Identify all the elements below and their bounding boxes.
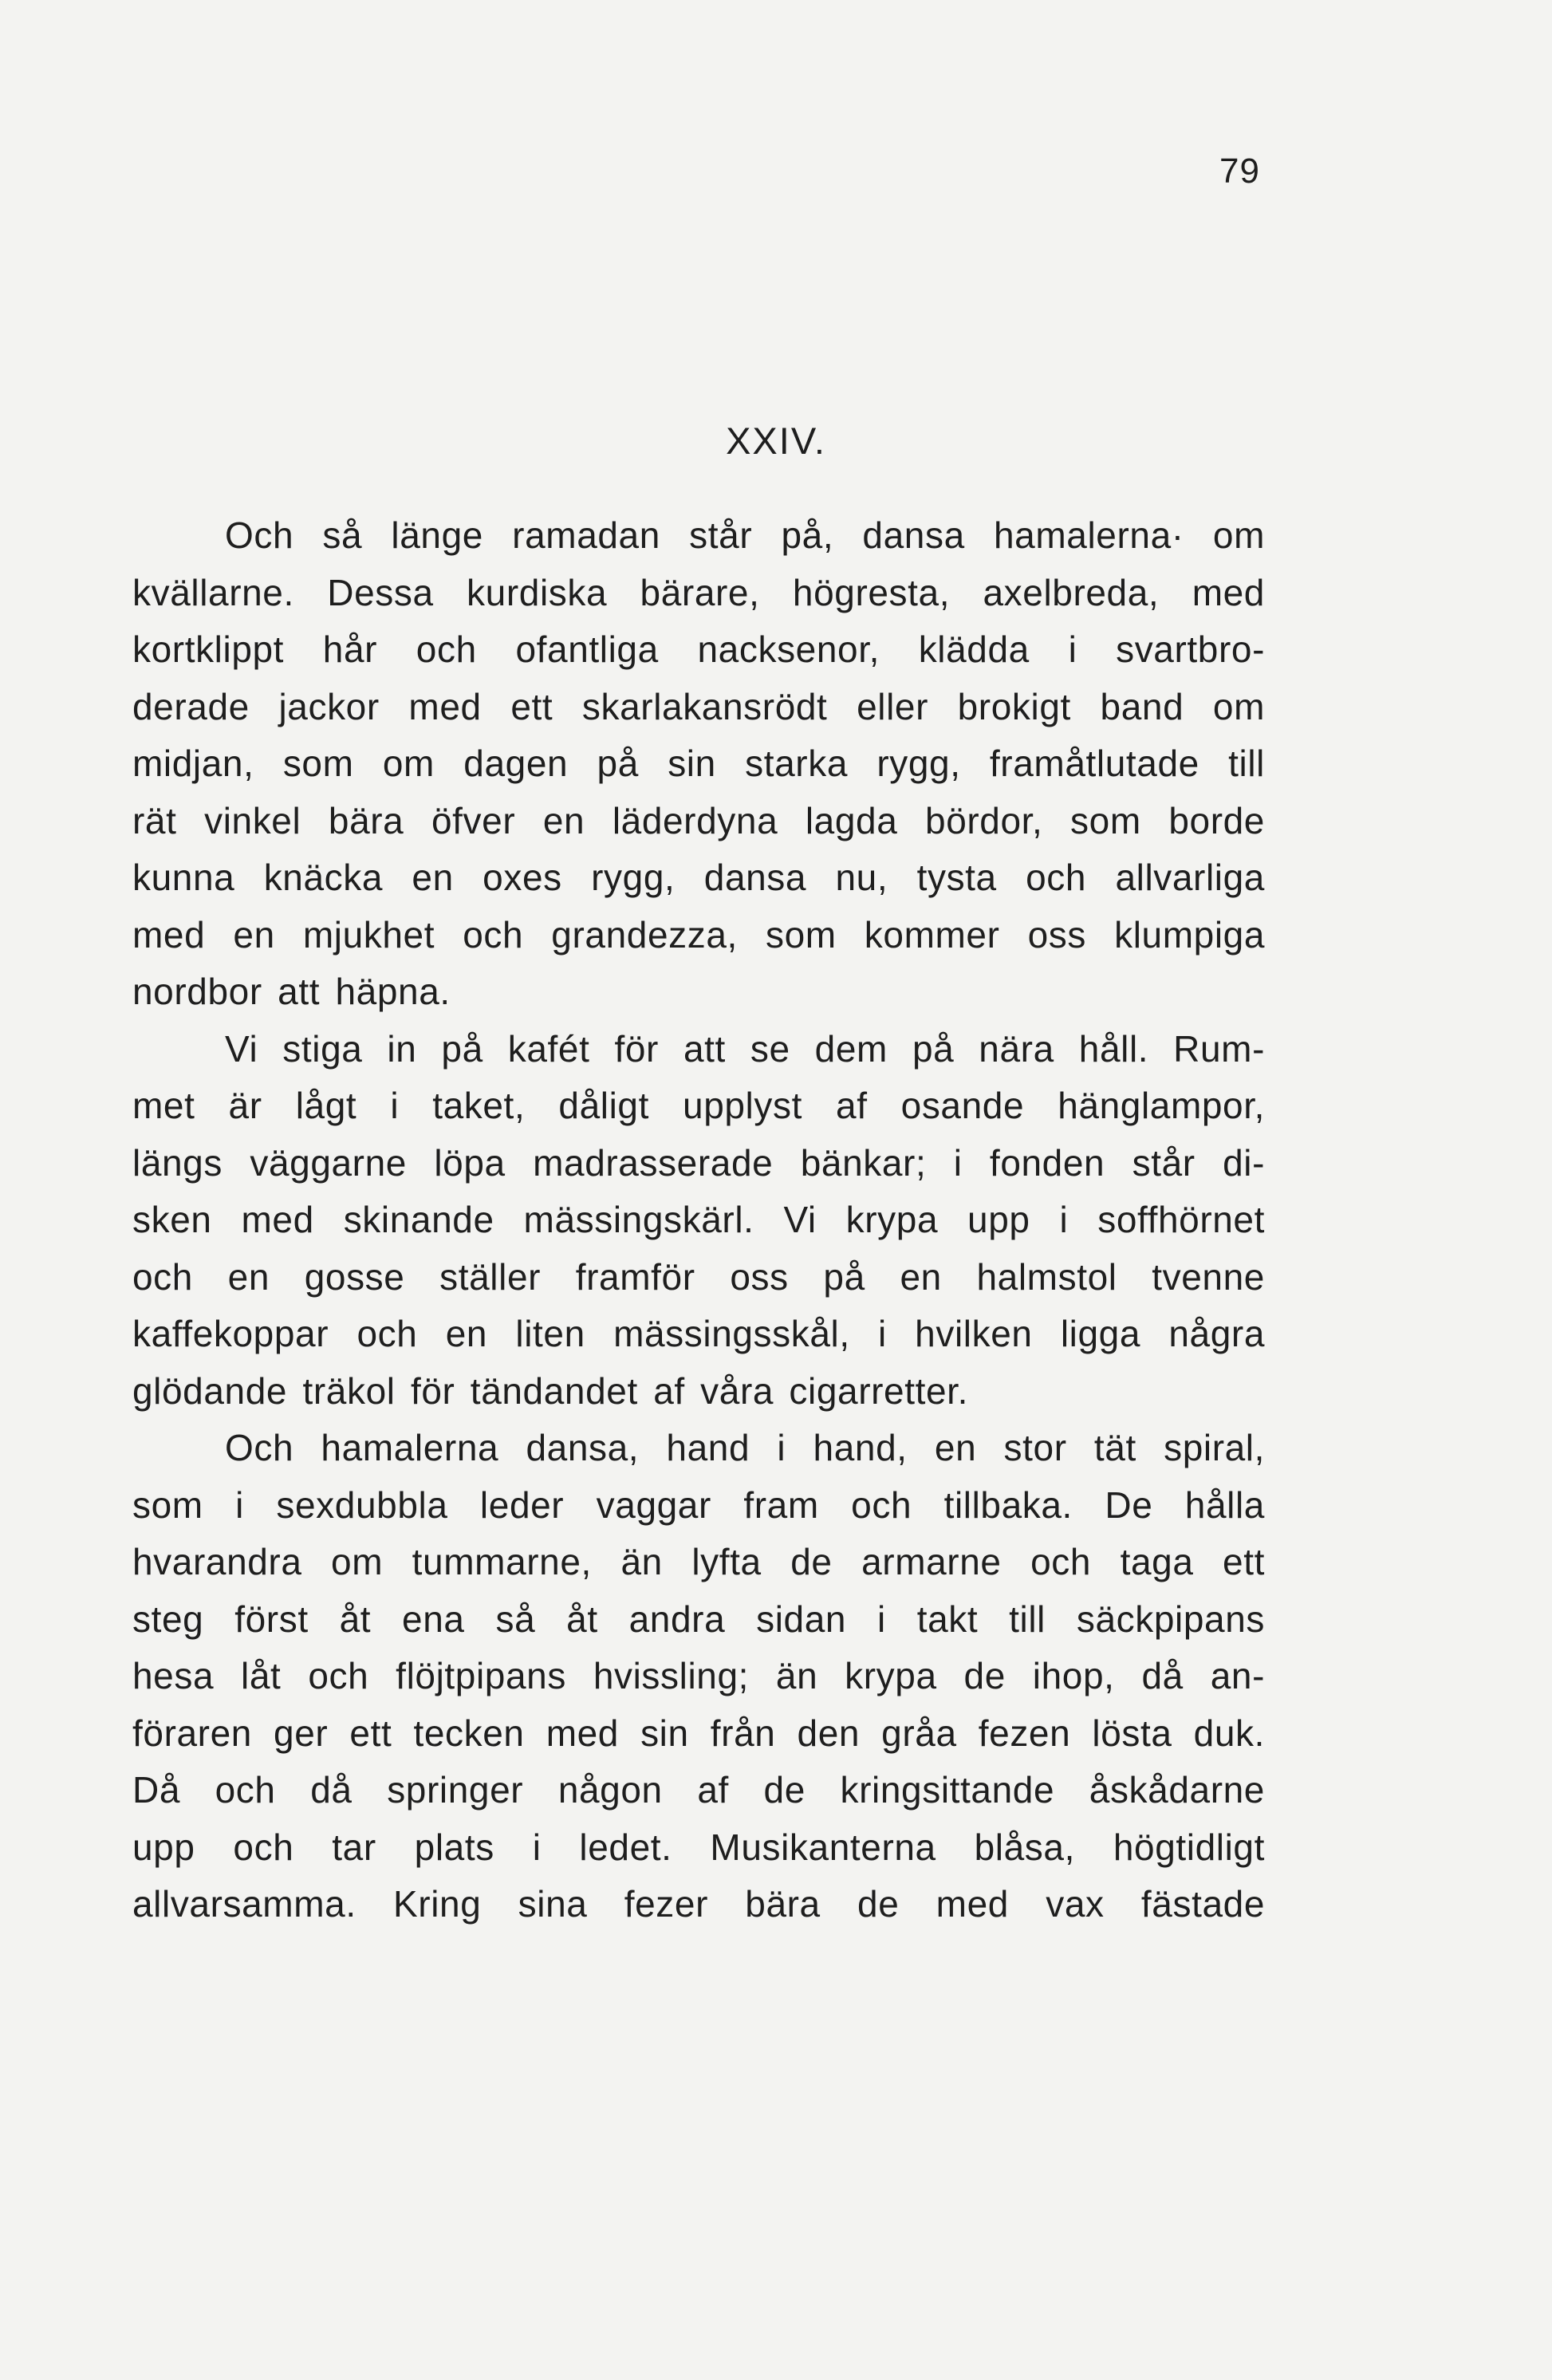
- text-line: föraren ger ett tecken med sin från den gråa fezen lösta duk.: [132, 1712, 1265, 1754]
- text-line: kunna knäcka en oxes rygg, dansa nu, tysta och allvarliga: [132, 857, 1265, 898]
- text-line: och en gosse ställer framför oss på en halmstol tvenne: [132, 1255, 1265, 1298]
- text-line: hesa låt och flöjtpipans hvissling; än krypa de ihop, då an-: [132, 1655, 1265, 1696]
- text-line: derade jackor med ett skarlakansrödt eller brokigt band om: [132, 685, 1265, 727]
- text-line: hvarandra om tummarne, än lyfta de armarne och taga ett: [132, 1541, 1265, 1582]
- text-line: som i sexdubbla leder vaggar fram och tillbaka. De hålla: [132, 1484, 1265, 1526]
- text-line: kaffekoppar och en liten mässingsskål, i hvilken ligga några: [132, 1313, 1265, 1354]
- text-line: längs väggarne löpa madrasserade bänkar; i fonden står di-: [132, 1141, 1265, 1184]
- text-line: Vi stiga in på kafét för att se dem på nära håll. Rum-: [225, 1027, 1265, 1070]
- text-line: kvällarne. Dessa kurdiska bärare, högresta, axelbreda, med: [132, 571, 1265, 613]
- text-line: Och hamalerna dansa, hand i hand, en stor tät spiral,: [225, 1427, 1265, 1468]
- text-line: upp och tar plats i ledet. Musikanterna blåsa, högtidligt: [132, 1826, 1265, 1868]
- text-line: rät vinkel bära öfver en läderdyna lagda bördor, som borde: [132, 799, 1265, 841]
- chapter-heading: XXIV.: [726, 420, 826, 462]
- text-line: Och så länge ramadan står på, dansa hamalerna· om: [225, 514, 1265, 556]
- text-line: sken med skinande mässingskärl. Vi krypa upp i soffhörnet: [132, 1199, 1265, 1240]
- text-line: nordbor att häpna.: [132, 971, 451, 1012]
- text-line: kortklippt hår och ofantliga nacksenor, klädda i svartbro-: [132, 628, 1265, 670]
- text-line: med en mjukhet och grandezza, som kommer oss klumpiga: [132, 913, 1265, 956]
- text-line: met är lågt i taket, dåligt upplyst af osande hänglampor,: [132, 1085, 1265, 1126]
- text-line: allvarsamma. Kring sina fezer bära de med vax fästade: [132, 1883, 1265, 1925]
- body-text: [132, 507, 1265, 1933]
- text-line: steg först åt ena så åt andra sidan i takt till säckpipans: [132, 1598, 1265, 1640]
- text-line: glödande träkol för tändandet af våra cigarretter.: [132, 1369, 968, 1412]
- text-line: Då och då springer någon af de kringsittande åskådarne: [132, 1769, 1265, 1811]
- text-line: midjan, som om dagen på sin starka rygg, framåtlutade till: [132, 743, 1265, 784]
- page-number: 79: [1219, 152, 1260, 191]
